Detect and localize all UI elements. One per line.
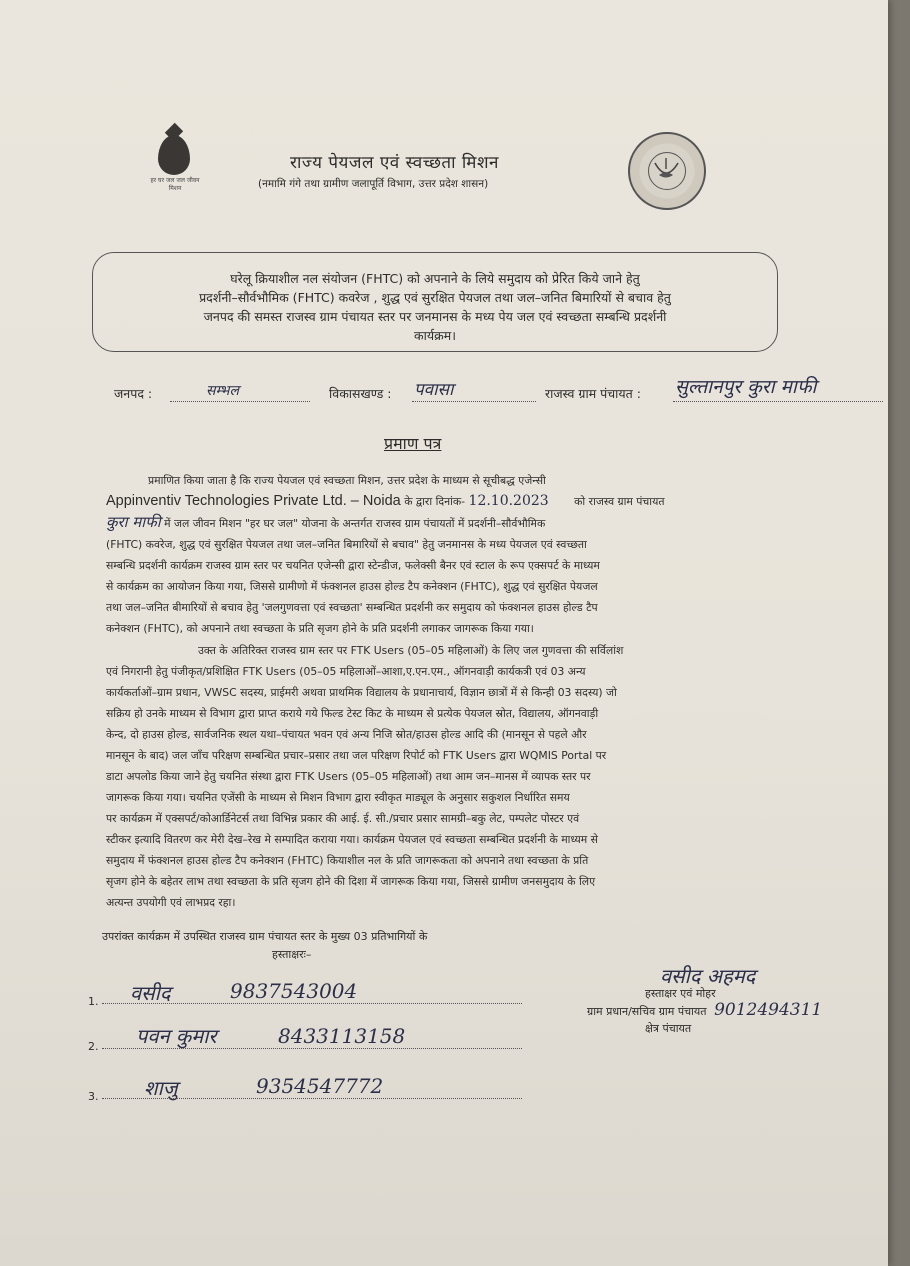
program-notice-box [92, 252, 778, 352]
participant-phone: 9354547772 [256, 1074, 384, 1098]
program-date: 12.10.2023 [468, 493, 549, 509]
district-value: सम्भल [206, 383, 239, 399]
panchayat-field [673, 376, 883, 402]
village-name: कुरा माफी [106, 513, 161, 531]
certificate-paragraph-2 [106, 640, 818, 913]
block-field [412, 380, 536, 402]
para-line: स्टीकर इत्यादि वितरण कर मेरी देख–रेख मे सम्पादित कराया गया। कार्यक्रम पेयजल एवं स्वच्छता सम्बन्धित प्रदर्शनी के माध्यम से [106, 833, 598, 846]
para-line: जागरूक किया गया। चयनित एजेंसी के माध्यम से मिशन विभाग द्वारा स्वीकृत माड्यूल के अनुसार सकुशल निर्धारित समय [106, 791, 570, 804]
water-drop-icon [158, 135, 190, 175]
mission-title: राज्य पेयजल एवं स्वच्छता मिशन [290, 153, 499, 173]
signature-line [102, 1098, 522, 1099]
up-government-emblem [628, 132, 706, 210]
participant-signature: पवन कुमार [136, 1024, 217, 1048]
para-line: एवं निगरानी हेतु पंजीकृत/प्रशिक्षित FTK Users (05–05 महिलाओं–आशा,ए.एन.एम., ऑगनवाड़ी कार्यकत्री एवं 03 अन्य [106, 665, 586, 678]
para-line: अत्यन्त उपयोगी एवं लाभप्रद रहा। [106, 896, 236, 909]
participant-number: 1. [88, 995, 99, 1008]
para-text: को राजस्व ग्राम पंचायत [574, 495, 665, 508]
district-label: जनपद : [114, 386, 153, 401]
har-ghar-jal-logo [150, 135, 200, 205]
agency-name: Appinventiv Technologies Private Ltd. – Noida [106, 493, 401, 509]
emblem-inner-ring [648, 152, 686, 190]
signature-line [102, 1003, 522, 1004]
participant-phone: 9837543004 [230, 979, 358, 1003]
kshetra-panchayat-label: क्षेत्र पंचायत [645, 1022, 692, 1035]
participant-number: 2. [88, 1040, 99, 1053]
participants-intro-line: हस्ताक्षरः– [272, 948, 312, 961]
mission-subtitle: (नमामि गंगे तथा ग्रामीण जलापूर्ति विभाग, उत्तर प्रदेश शासन) [258, 178, 489, 190]
signatory-title: ग्राम प्रधान/सचिव ग्राम पंचायत [587, 1005, 707, 1018]
pradhan-phone: 9012494311 [714, 1000, 823, 1020]
participants-intro [102, 928, 427, 964]
notice-line: प्रदर्शनी–सौर्वभौमिक (FHTC) कवरेज , शुद्ध एवं सुरक्षित पेयजल तथा जल–जनित बिमारियों से बचाव हेतु [199, 290, 671, 305]
para-line: प्रमाणित किया जाता है कि राज्य पेयजल एवं स्वच्छता मिशन, उत्तर प्रदेश के माध्यम से सूचीबद्ध एजेन्सी [148, 474, 546, 487]
block-label: विकासखण्ड : [329, 386, 392, 401]
block-value: पवासा [414, 380, 454, 400]
para-line: से कार्यक्रम का आयोजन किया गया, जिससे ग्रामीणो में फंक्शनल हाउस होल्ड टैप कनेक्शन (FHTC), शुद्ध एवं सुरक्षित पेयजल [106, 580, 598, 593]
para-line: डाटा अपलोड किया जाने हेतु चयनित संस्था द्वारा FTK Users (05–05 महिलाओं) तथा आम जन–मानस में व्यापक स्तर पर [106, 770, 591, 783]
signatory-row [587, 1002, 822, 1020]
certificate-paragraph-1 [106, 470, 818, 639]
panchayat-label: राजस्व ग्राम पंचायत : [545, 386, 641, 401]
notice-line: जनपद की समस्त राजस्व ग्राम पंचायत स्तर पर जनमानस के मध्य पेय जल एवं स्वच्छता सम्बन्धि प्रदर्शनी [203, 309, 667, 324]
para-line: पर कार्यक्रम में एक्सपर्ट/कोआर्डिनेटर्स तथा विभिन्न प्रकार की आई. ई. सी./प्रचार प्रसार सामग्री–बकु लेट, पम्पलेट पोस्टर एवं [106, 812, 580, 825]
para-line: केन्द, दो हाउस होल्ड, सार्वजनिक स्थल यथा–पंचायत भवन एवं अन्य निजि स्रोत/हाउस होल्ड आदि की (मानसून से पहले और [106, 728, 587, 741]
participant-signature: शाजु [144, 1076, 178, 1100]
para-line: समुदाय में फंक्शनल हाउस होल्ड टैप कनेक्शन (FHTC) कियाशील नल के प्रति जागरूकता को अपनाने तथा स्वच्छता के प्रति [106, 854, 589, 867]
para-line: सक्रिय हो उनके माध्यम से विभाग द्वारा प्राप्त कराये गये फिल्ड टेस्ट किट के माध्यम से प्रत्येक पेयजल स्रोत, विद्यालय, ऑगनवाड़ी [106, 707, 599, 720]
para-text: में जल जीवन मिशन "हर घर जल" योजना के अन्तर्गत राजस्व ग्राम पंचायतों में प्रदर्शनी–सौर्वभौमिक [164, 517, 546, 530]
notice-line: घरेलू क्रियाशील नल संयोजन (FHTC) को अपनाने के लिये समुदाय को प्रेरित किये जाने हेतु [230, 271, 640, 286]
para-line: उक्त के अतिरिक्त राजस्व ग्राम स्तर पर FTK Users (05–05 महिलाओं) के लिए जल गुणवत्ता की सर्विलांश [198, 644, 624, 657]
para-line: (FHTC) कवरेज, शुद्ध एवं सुरक्षित पेयजल तथा जल–जनित बिमारियों से बचाव" हेतु जनमानस के मध्य पेयजल एवं स्वच्छता [106, 538, 587, 551]
district-field [170, 383, 310, 402]
notice-line: कार्यक्रम। [414, 328, 456, 343]
panchayat-value: सुल्तानपुर कुरा माफी [675, 376, 817, 398]
para-line [106, 512, 818, 534]
pradhan-signature: वसीद अहमद [660, 964, 756, 988]
participants-intro-line: उपरांक्त कार्यक्रम में उपस्थित राजस्व ग्राम पंचायत स्तर के मुख्य 03 प्रतिभागियों के [102, 930, 428, 943]
para-line: कार्यकर्ताओं–ग्राम प्रधान, VWSC सदस्य, प्राईमरी अथवा प्राथमिक विद्यालय के प्रधानाचार्य, विज्ञान छात्रों में से किन्ही 03 सदस्य) जो [106, 686, 617, 699]
emblem-fish-bow-icon [649, 153, 684, 188]
participant-phone: 8433113158 [278, 1024, 406, 1048]
para-line: तथा जल–जनित बीमारियों से बचाव हेतु 'जलगुणवत्ता एवं स्वच्छता' सम्बन्धित प्रदर्शनी कर समुदाय को फंक्शनल हाउस होल्ड टैप [106, 601, 598, 614]
para-text: के द्वारा दिनांक- [404, 495, 466, 508]
para-line: कनेक्शन (FHTC), को अपनाने तथा स्वच्छता के प्रति सृजग होने के प्रति प्रदर्शनी लगाकर जागरूक किया गया। [106, 622, 534, 635]
para-line-company [106, 491, 818, 512]
pradhan-signature-block [587, 985, 822, 1037]
para-line: मानसून के बाद) जल जाँच परिक्षण सम्बन्धित प्रचार–प्रसार तथा जल परिक्षण रिपोर्ट को FTK Users द्वारा WQMIS Portal पर [106, 749, 607, 762]
logo-caption: हर घर जल जल जीवन मिशन [150, 177, 200, 192]
signature-label: हस्ताक्षर एवं मोहर [645, 987, 716, 1000]
para-line: सृजग होने के बहेतर लाभ तथा स्वच्छता के प्रति सृजग होने की दिशा में जागरूक किया गया, जिससे ग्रामीण जनसमुदाय के लिए [106, 875, 596, 888]
para-line: सम्बन्धि प्रदर्शनी कार्यक्रम राजस्व ग्राम स्तर पर चयनित एजेन्सी द्वारा स्टेन्डीज, फलेक्सी बैनर एवं स्टाल के रूप एक्सपर्ट के माध्यम [106, 559, 600, 572]
signature-line [102, 1048, 522, 1049]
participant-signature: वसीद [130, 981, 171, 1005]
certificate-title: प्रमाण पत्र [384, 434, 442, 453]
participant-number: 3. [88, 1090, 99, 1103]
